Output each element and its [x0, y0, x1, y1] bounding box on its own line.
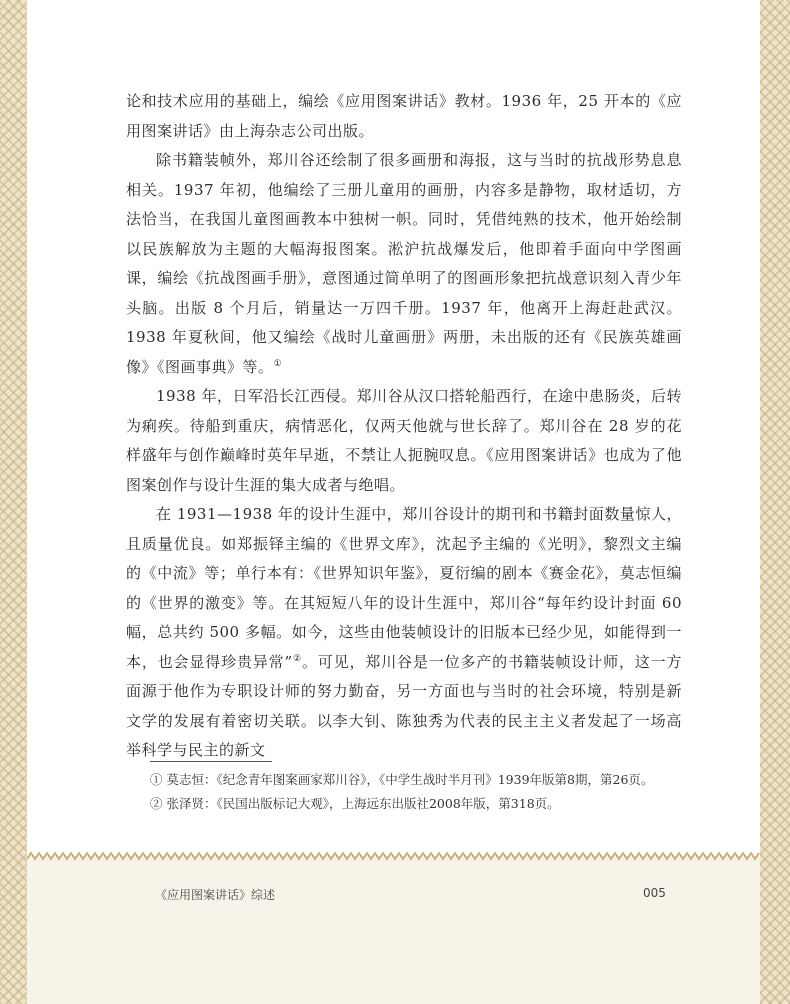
running-title: 《应用图案讲话》综述 — [155, 888, 276, 902]
paragraph-4-tail: 。可见，郑川谷是一位多产的书籍装帧设计师，这一方面源于他作为专职设计师的努力勤奋，另一方面也与当时的社会环境，特别是新文学的发展有着密切关联。以李大钊、陈独秀为代表的民主主义者发起了一场高举科学与民主的新文 — [126, 652, 682, 759]
page-number: 005 — [643, 886, 666, 900]
footnote-2: ② 张泽贤：《民国出版标记大观》，上海远东出版社2008年版，第318页。 — [150, 796, 560, 811]
paragraph-1 — [126, 87, 682, 146]
paragraph-4 — [126, 500, 682, 766]
footer-band — [27, 856, 760, 1004]
footnote-1: ① 莫志恒：《纪念青年图案画家郑川谷》，《中学生战时半月刊》1939年版第8期，第26页。 — [150, 772, 654, 787]
left-decorative-border — [0, 0, 27, 1004]
zigzag-divider — [27, 850, 760, 862]
footnotes — [150, 768, 710, 816]
paragraph-4-text: 在 1931—1938 年的设计生涯中，郑川谷设计的期刊和书籍封面数量惊人，且质量优良。如郑振铎主编的《世界文库》，沈起予主编的《光明》，黎烈文主编的《中流》等；单行本有：《世界知识年鉴》，夏衍编的剧本《赛金花》，莫志恒编的《世界的激变》等。在其短短八年的设计生涯中，郑川谷“每年约设计封面 60 幅，总共约 500 多幅。如今，这些由他装帧设计的旧版本已经少见，如能得到一本，也会显得珍贵异常” — [126, 505, 682, 671]
body-text — [126, 87, 682, 766]
right-decorative-border — [760, 0, 790, 1004]
paragraph-1-text: 论和技术应用的基础上，编绘《应用图案讲话》教材。1936 年，25 开本的《应用图案讲话》由上海杂志公司出版。 — [126, 92, 682, 140]
footnote-marker-1: ① — [273, 358, 283, 369]
paragraph-2 — [126, 146, 682, 382]
paragraph-3 — [126, 382, 682, 500]
footnote-marker-2: ② — [292, 653, 302, 664]
footnote-rule — [150, 761, 272, 762]
paragraph-3-text: 1938 年，日军沿长江西侵。郑川谷从汉口搭轮船西行，在途中患肠炎，后转为痢疾。待船到重庆，病情恶化，仅两天他就与世长辞了。郑川谷在 28 岁的花样盛年与创作巅峰时英年早逝，不禁让人扼腕叹息。《应用图案讲话》也成为了他图案创作与设计生涯的集大成者与绝唱。 — [126, 387, 682, 494]
paragraph-2-text: 除书籍装帧外，郑川谷还绘制了很多画册和海报，这与当时的抗战形势息息相关。1937 年初，他编绘了三册儿童用的画册，内容多是静物，取材适切，方法恰当，在我国儿童图画教本中独树一帜。同时，凭借纯熟的技术，他开始绘制以民族解放为主题的大幅海报图案。淞沪抗战爆发后，他即着手面向中学图画课，编绘《抗战图画手册》，意图通过简单明了的图画形象把抗战意识刻入青少年头脑。出版 8 个月后，销量达一万四千册。1937 年，他离开上海赶赴武汉。1938 年夏秋间，他又编绘《战时儿童画册》两册，未出版的还有《民族英雄画像》《图画事典》等。 — [126, 151, 682, 376]
